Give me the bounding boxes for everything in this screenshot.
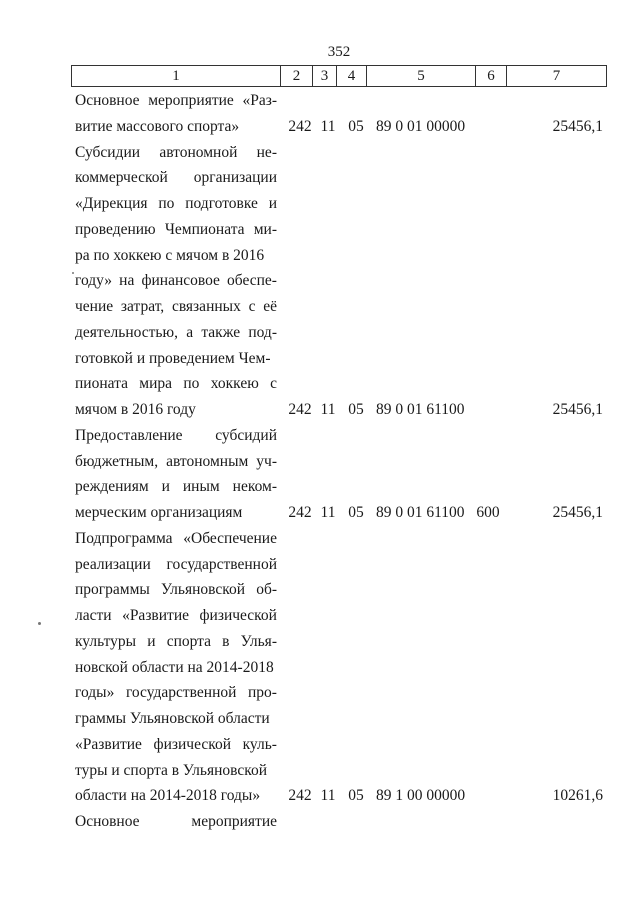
- description-word: автономной: [159, 143, 238, 161]
- description-word: мячом в 2016 году: [75, 401, 196, 418]
- page-number: 352: [327, 44, 351, 60]
- row-description-line: [75, 320, 277, 346]
- description-word: мероприятие: [191, 813, 277, 830]
- description-word: организации: [193, 169, 277, 187]
- table-line: [0, 88, 640, 114]
- description-word: уч-: [256, 452, 277, 470]
- description-word: неком-: [232, 478, 277, 496]
- table-line: [0, 526, 640, 552]
- description-word: и: [268, 195, 277, 212]
- table-line: [0, 577, 640, 603]
- description-word: ра по хоккею с мячом в 2016: [75, 246, 265, 264]
- description-word: году»: [75, 272, 113, 290]
- description-word: реждениям: [75, 478, 149, 496]
- description-word: финансовое: [141, 272, 220, 290]
- description-word: готовкой и проведением Чем-: [75, 349, 271, 367]
- header-col-2: 2: [281, 66, 313, 86]
- description-word: деятельностью,: [75, 323, 178, 341]
- description-word: мира: [139, 375, 173, 393]
- description-word: мероприятие: [148, 92, 234, 109]
- description-word: подготовке: [185, 195, 258, 212]
- description-word: спорта: [166, 632, 212, 650]
- cell-c7: 10261,6: [552, 787, 603, 805]
- row-description-line: [75, 268, 277, 294]
- description-word: про-: [248, 684, 277, 702]
- cell-c2: 242: [288, 504, 312, 521]
- table-line: [0, 217, 640, 243]
- description-word: физической: [199, 607, 277, 624]
- description-word: с: [248, 298, 256, 315]
- description-word: Ульяновской: [160, 581, 246, 599]
- description-word: связанных: [171, 298, 241, 315]
- description-word: культуры: [75, 632, 137, 650]
- table-line: [0, 449, 640, 475]
- row-description-line: [75, 474, 277, 500]
- description-word: Подпрограмма: [75, 529, 173, 547]
- description-word: ми-: [253, 220, 277, 238]
- table-line: [0, 423, 640, 449]
- table-line: [0, 243, 640, 269]
- description-word: хоккею: [210, 375, 259, 393]
- description-word: и: [147, 632, 156, 650]
- description-word: а: [186, 323, 194, 341]
- description-word: под-: [248, 323, 277, 341]
- header-col-1: 1: [72, 66, 281, 86]
- row-description-line: [75, 243, 277, 269]
- description-word: «Обеспечение: [183, 529, 277, 547]
- description-word: затрат,: [120, 298, 165, 315]
- description-word: и: [161, 478, 170, 496]
- cell-c6: 600: [476, 504, 500, 521]
- description-word: об-: [256, 581, 277, 599]
- row-description-line: [75, 706, 277, 732]
- description-word: Предоставление: [75, 426, 183, 444]
- description-word: автономным: [166, 452, 249, 470]
- description-word: витие массового спорта»: [75, 117, 240, 135]
- row-description-line: [75, 165, 277, 191]
- description-word: программы: [75, 581, 150, 599]
- row-description-line: [75, 732, 277, 758]
- row-description-line: [75, 191, 277, 217]
- table-line: [0, 552, 640, 578]
- description-word: «Дирекция: [75, 195, 148, 212]
- row-description-line: [75, 397, 277, 423]
- table-line: [0, 732, 640, 758]
- cell-c4: 05: [348, 787, 364, 805]
- row-description-line: [75, 346, 277, 372]
- description-word: государственной: [166, 555, 277, 573]
- description-word: её: [263, 298, 277, 315]
- description-word: годы»: [75, 684, 115, 702]
- description-word: физической: [153, 735, 232, 753]
- table-line: [0, 680, 640, 706]
- table-line: [0, 758, 640, 784]
- table-line: [0, 783, 640, 809]
- description-word: новской области на 2014-2018: [75, 658, 274, 676]
- cell-c5: 89 1 00 00000: [376, 787, 466, 805]
- table-line: [0, 474, 640, 500]
- description-word: ласти: [75, 607, 112, 624]
- table-line: [0, 706, 640, 732]
- cell-c7: 25456,1: [552, 401, 603, 418]
- table-line: [0, 191, 640, 217]
- description-word: обеспе-: [227, 272, 277, 290]
- row-description-line: [75, 526, 277, 552]
- description-word: куль-: [242, 735, 277, 753]
- description-word: «Развитие: [122, 607, 189, 624]
- description-word: в: [222, 632, 230, 650]
- description-word: Основное: [75, 92, 140, 109]
- table-line: [0, 500, 640, 526]
- description-word: реализации: [75, 555, 151, 573]
- table-line: [0, 114, 640, 140]
- description-word: чение: [75, 298, 114, 315]
- description-word: проведению: [75, 220, 156, 238]
- row-description-line: [75, 577, 277, 603]
- description-word: не-: [256, 143, 277, 161]
- cell-c4: 05: [348, 401, 364, 418]
- description-word: граммы Ульяновской области: [75, 710, 270, 727]
- table-line: [0, 140, 640, 166]
- row-description-line: [75, 603, 277, 629]
- cell-c2: 242: [288, 401, 312, 418]
- row-description-line: [75, 500, 277, 526]
- table-line: [0, 165, 640, 191]
- row-description-line: [75, 680, 277, 706]
- cell-c4: 05: [348, 117, 364, 135]
- table-line: [0, 655, 640, 681]
- description-word: туры и спорта в Ульяновской: [75, 761, 268, 779]
- cell-c5: 89 0 01 00000: [376, 117, 466, 135]
- row-description-line: [75, 294, 277, 320]
- cell-c4: 05: [348, 504, 364, 521]
- row-description-line: [75, 423, 277, 449]
- description-word: также: [201, 323, 241, 341]
- row-description-line: [75, 552, 277, 578]
- description-word: по: [183, 375, 200, 393]
- description-word: на: [119, 272, 135, 290]
- row-description-line: [75, 114, 277, 140]
- description-word: Улья-: [240, 632, 277, 650]
- cell-c3: 11: [320, 117, 336, 135]
- table-line: [0, 346, 640, 372]
- header-col-6: 6: [476, 66, 507, 86]
- cell-c2: 242: [288, 787, 312, 805]
- description-word: коммерческой: [75, 169, 168, 187]
- description-word: субсидий: [215, 426, 277, 444]
- cell-c7: 25456,1: [552, 117, 603, 135]
- table-line: [0, 603, 640, 629]
- description-word: «Развитие: [75, 735, 142, 753]
- description-word: «Раз-: [242, 92, 277, 109]
- description-word: области на 2014-2018 годы»: [75, 787, 261, 805]
- row-description-line: [75, 655, 277, 681]
- header-col-5: 5: [367, 66, 476, 86]
- table-line: [0, 371, 640, 397]
- header-col-3: 3: [313, 66, 337, 86]
- table-line: [0, 268, 640, 294]
- cell-c2: 242: [288, 117, 312, 135]
- scan-speck: [38, 622, 41, 625]
- cell-c3: 11: [320, 504, 336, 521]
- description-word: Чемпионата: [164, 220, 245, 238]
- table-line: [0, 397, 640, 423]
- row-description-line: [75, 783, 277, 809]
- header-col-7: 7: [552, 68, 561, 84]
- description-word: с: [270, 375, 277, 393]
- description-word: государственной: [125, 684, 237, 702]
- table-line: [0, 294, 640, 320]
- scan-speck: [72, 272, 74, 274]
- row-description-line: [75, 758, 277, 784]
- row-description-line: [75, 449, 277, 475]
- cell-c5: 89 0 01 61100: [376, 401, 465, 418]
- row-description-line: [75, 140, 277, 166]
- table-line: [0, 629, 640, 655]
- table-line: [0, 809, 640, 835]
- table-line: [0, 320, 640, 346]
- cell-c3: 11: [320, 787, 336, 805]
- description-word: Субсидии: [75, 143, 141, 161]
- description-word: иным: [182, 478, 220, 496]
- description-word: по: [158, 195, 175, 212]
- cell-c7: 25456,1: [552, 504, 603, 521]
- description-word: мерческим организациям: [75, 504, 243, 521]
- row-description-line: [75, 629, 277, 655]
- row-description-line: [75, 217, 277, 243]
- description-word: Основное: [75, 813, 140, 830]
- row-description-line: [75, 809, 277, 835]
- description-word: пионата: [75, 375, 128, 393]
- cell-c5: 89 0 01 61100: [376, 504, 465, 521]
- table-header-row: [71, 65, 607, 87]
- cell-c3: 11: [320, 401, 336, 418]
- row-description-line: [75, 371, 277, 397]
- description-word: бюджетным,: [75, 452, 159, 470]
- row-description-line: [75, 88, 277, 114]
- header-col-4: 4: [337, 66, 367, 86]
